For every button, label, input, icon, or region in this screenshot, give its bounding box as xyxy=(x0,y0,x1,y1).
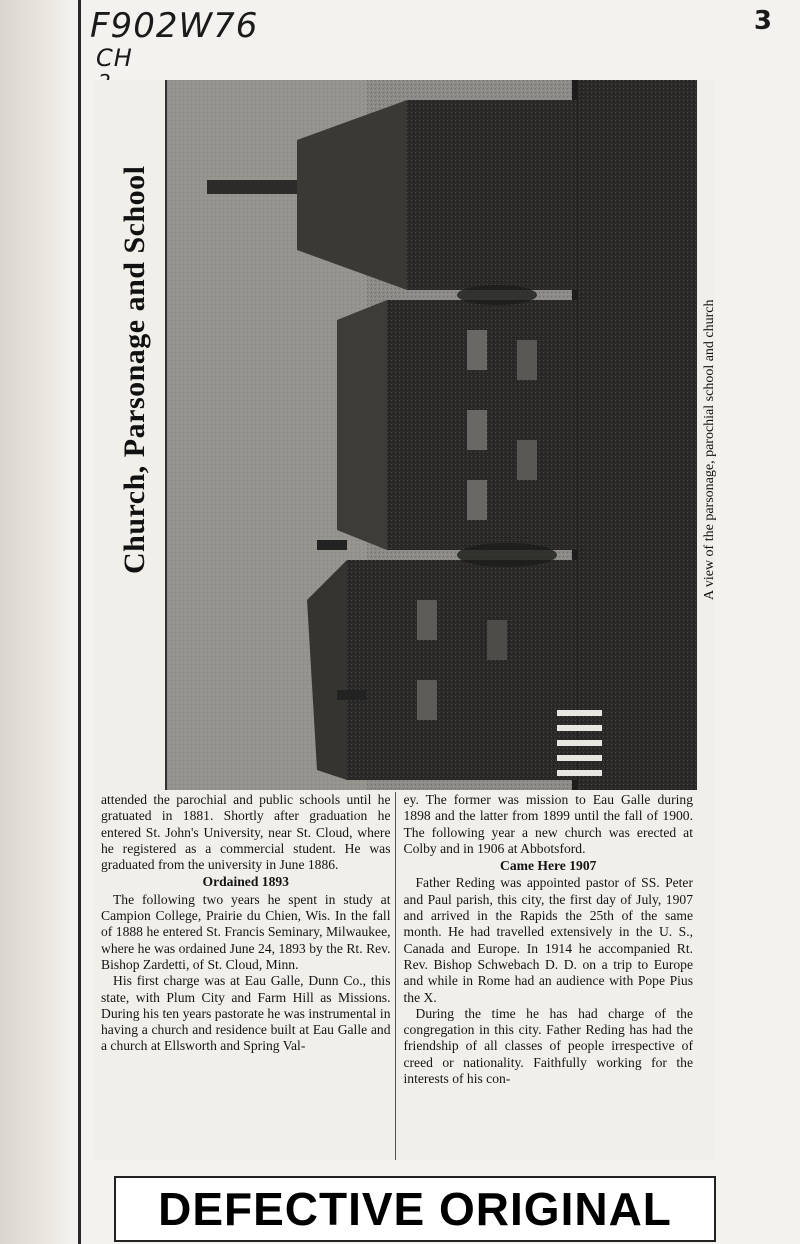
paragraph: During the time he has had charge of the congregation in this city. Father Reding has had the friendship of all classes of people irrespective of creed or nationality. Faithfully working for the interests of his con- xyxy=(403,1005,693,1087)
photo-image xyxy=(167,80,697,790)
paragraph: attended the parochial and public schools until he gratuated in 1881. Shortly after graduation he entered St. John's University, near St. Cloud, where he registered as a commercial student. He was graduated from the university in June 1886. xyxy=(101,792,391,873)
church-photograph xyxy=(165,80,697,790)
paragraph: ey. The former was mission to Eau Galle during 1898 and the latter from 1899 until the fall of 1900. The following year a new church was erected at Colby and in 1906 at Abbotsford. xyxy=(403,792,693,856)
page-fold-line xyxy=(78,0,81,1244)
handwritten-call-number: F902W76 xyxy=(90,6,259,46)
article-column-right xyxy=(400,792,698,1160)
photo-caption: A view of the parsonage, parochial school and church xyxy=(702,299,717,601)
subheading: Came Here 1907 xyxy=(500,858,597,874)
article-column-left xyxy=(97,792,396,1160)
subheading: Ordained 1893 xyxy=(202,874,289,890)
defective-original-stamp: DEFECTIVE ORIGINAL xyxy=(114,1176,716,1242)
article-body xyxy=(97,792,697,1160)
page-number: 3 xyxy=(753,6,772,36)
paragraph: His first charge was at Eau Galle, Dunn Co., this state, with Plum City and Farm Hill as Missions. During his ten years pastorate he was instrumental in having a church and residence built at Eau Galle and a church at Ellsworth and Spring Val- xyxy=(101,973,391,1054)
paragraph: Father Reding was appointed pastor of SS. Peter and Paul parish, this city, the first day of July, 1907 and arrived in the Rapids the 25th of the same month. He had travelled extensively in the U. S., Canada and Europe. In 1914 he accompanied Rt. Rev. Bishop Schwebach D. D. on a trip to Europe and while in Rome had an audience with Pope Pius the X. xyxy=(403,875,693,1005)
paragraph: The following two years he spent in study at Campion College, Prairie du Chien, Wis. In the fall of 1888 he entered St. Francis Seminary, Milwaukee, where he was ordained June 24, 1893 by the Rt. Rev. Bishop Zardetti, of St. Cloud, Minn. xyxy=(101,891,391,972)
handwritten-ch-note: CH xyxy=(96,44,133,72)
article-headline: Church, Parsonage and School xyxy=(118,165,151,575)
page-margin xyxy=(0,0,72,1244)
